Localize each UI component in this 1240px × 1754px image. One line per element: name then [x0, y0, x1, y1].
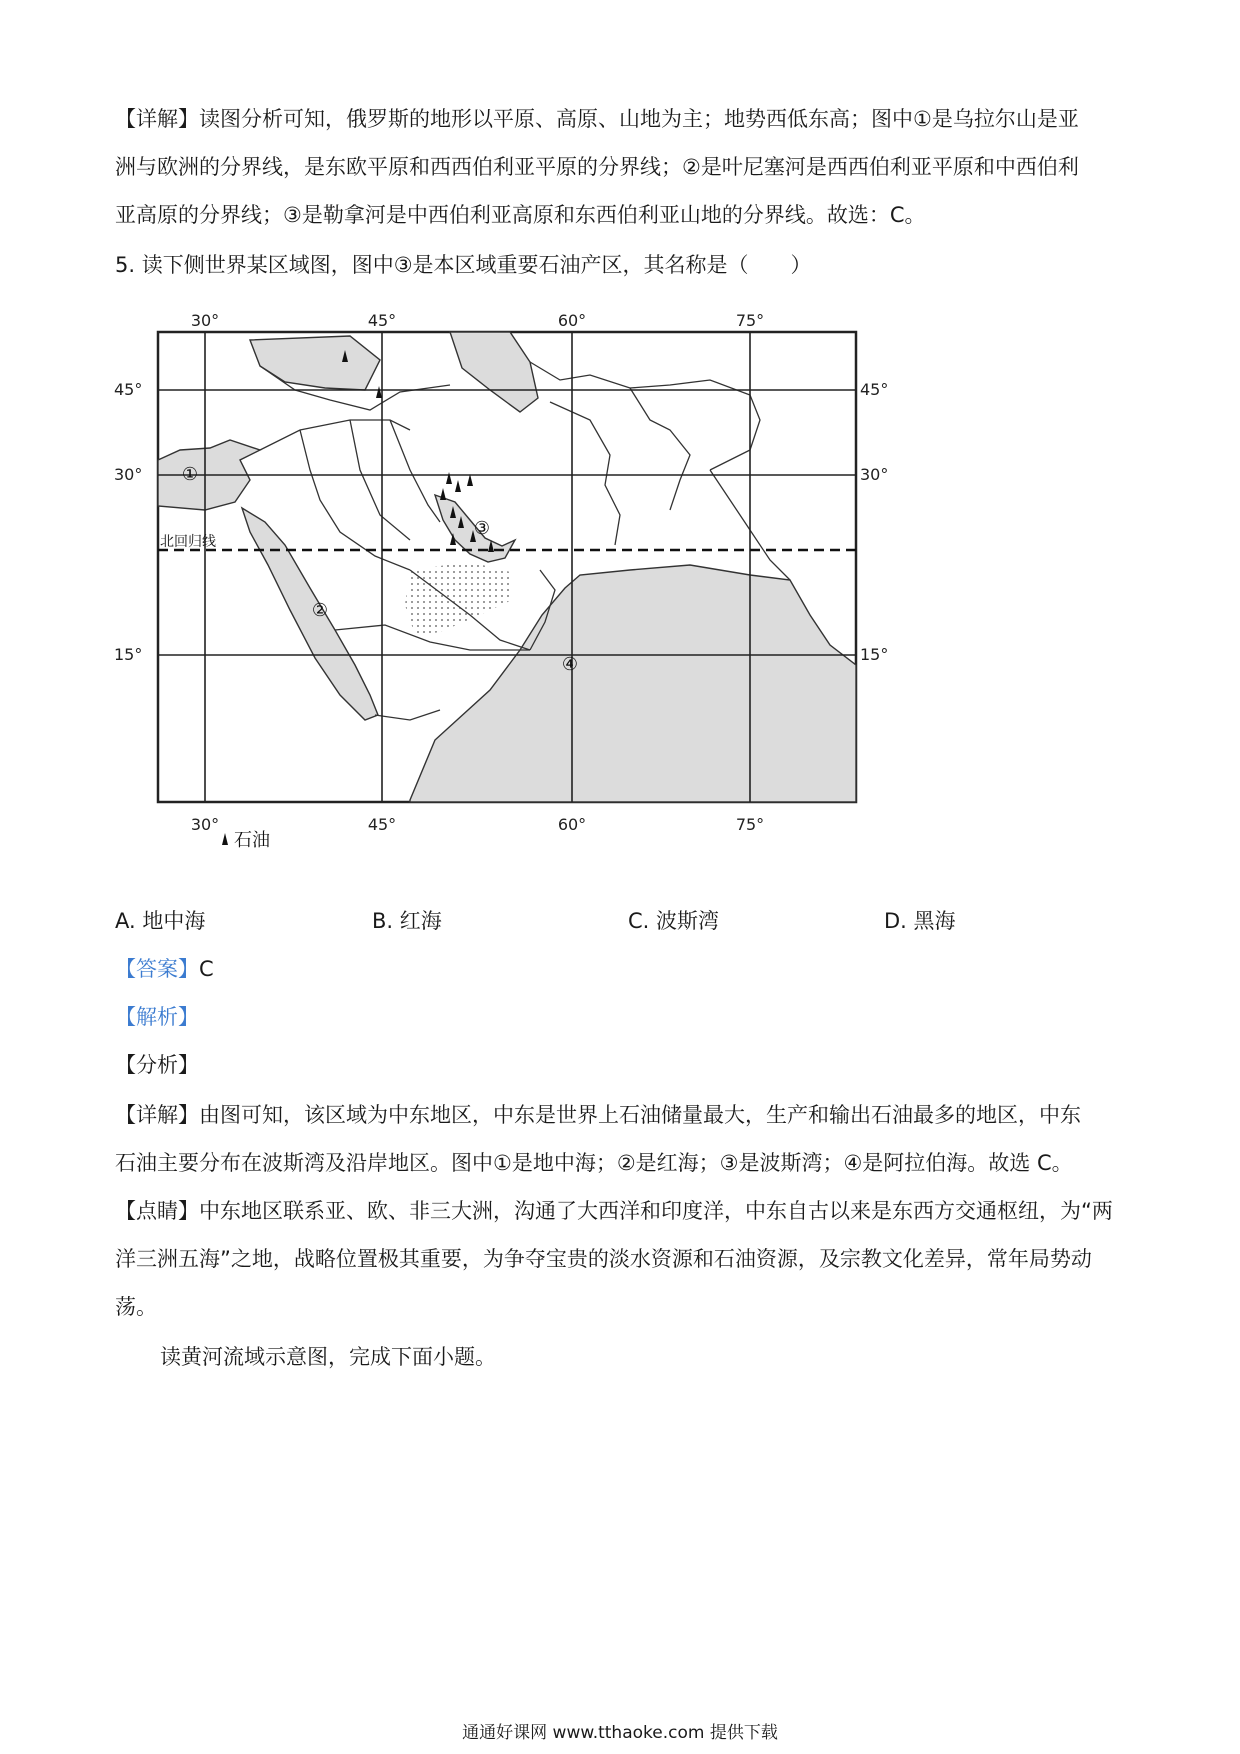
- right-label-45: 45°: [860, 380, 889, 399]
- marker-4: ④: [561, 654, 579, 675]
- question-5-text: 5. 读下侧世界某区域图，图中③是本区域重要石油产区，其名称是（ ）: [115, 253, 812, 277]
- left-label-45: 45°: [114, 380, 143, 399]
- detail-line-1: 【详解】由图可知，该区域为中东地区，中东是世界上石油储量最大，生产和输出石油最多的地区，中东: [115, 1103, 1081, 1127]
- top-label-60: 60°: [557, 311, 587, 330]
- option-c[interactable]: C. 波斯湾: [628, 909, 720, 933]
- tropic-label: 北回归线: [160, 534, 216, 550]
- legend-label: 石油: [234, 830, 270, 851]
- fenxi-label: 【分析】: [115, 1053, 199, 1077]
- bottom-label-30: 30°: [190, 815, 220, 834]
- left-label-15: 15°: [114, 645, 143, 664]
- detail-paragraph-line-3: 亚高原的分界线；③是勒拿河是中西伯利亚高原和东西伯利亚山地的分界线。故选：C。: [115, 203, 926, 227]
- page-footer: 通通好课网 www.tthaoke.com 提供下载: [462, 1723, 778, 1743]
- top-label-75: 75°: [735, 311, 765, 330]
- bottom-label-75: 75°: [735, 815, 765, 834]
- detail-line-2: 石油主要分布在波斯湾及沿岸地区。图中①是地中海；②是红海；③是波斯湾；④是阿拉伯海。故选 C。: [115, 1151, 1073, 1175]
- bottom-label-45: 45°: [367, 815, 397, 834]
- legend-oil-icon: [222, 833, 228, 845]
- answer-line: [115, 954, 1135, 984]
- left-label-30: 30°: [114, 465, 143, 484]
- option-b[interactable]: B. 红海: [372, 909, 442, 933]
- option-d[interactable]: D. 黑海: [884, 909, 956, 933]
- option-a[interactable]: A. 地中海: [115, 909, 206, 933]
- next-question-intro: 读黄河流域示意图，完成下面小题。: [160, 1345, 496, 1369]
- dianjing-line-1: 【点睛】中东地区联系亚、欧、非三大洲，沟通了大西洋和印度洋，中东自古以来是东西方交通枢纽，为“两: [115, 1199, 1113, 1223]
- dianjing-line-3: 荡。: [115, 1295, 157, 1319]
- answer-value: C: [199, 957, 214, 981]
- right-label-30: 30°: [860, 465, 889, 484]
- marker-3: ③: [473, 518, 491, 539]
- marker-2: ②: [311, 600, 329, 621]
- dianjing-line-2: 洋三洲五海”之地，战略位置极其重要，为争夺宝贵的淡水资源和石油资源，及宗教文化差异，常年局势动: [115, 1247, 1092, 1271]
- answer-label: 【答案】: [115, 957, 199, 981]
- top-label-45: 45°: [367, 311, 397, 330]
- middle-east-map: [110, 270, 890, 855]
- analysis-label: 【解析】: [115, 1005, 199, 1029]
- marker-1: ①: [181, 464, 199, 485]
- bottom-label-60: 60°: [557, 815, 587, 834]
- detail-paragraph-line-2: 洲与欧洲的分界线，是东欧平原和西西伯利亚平原的分界线；②是叶尼塞河是西西伯利亚平原和中西伯利: [115, 155, 1079, 179]
- detail-paragraph-line-1: 【详解】读图分析可知，俄罗斯的地形以平原、高原、山地为主；地势西低东高；图中①是乌拉尔山是亚: [115, 107, 1079, 131]
- right-label-15: 15°: [860, 645, 889, 664]
- top-label-30: 30°: [190, 311, 220, 330]
